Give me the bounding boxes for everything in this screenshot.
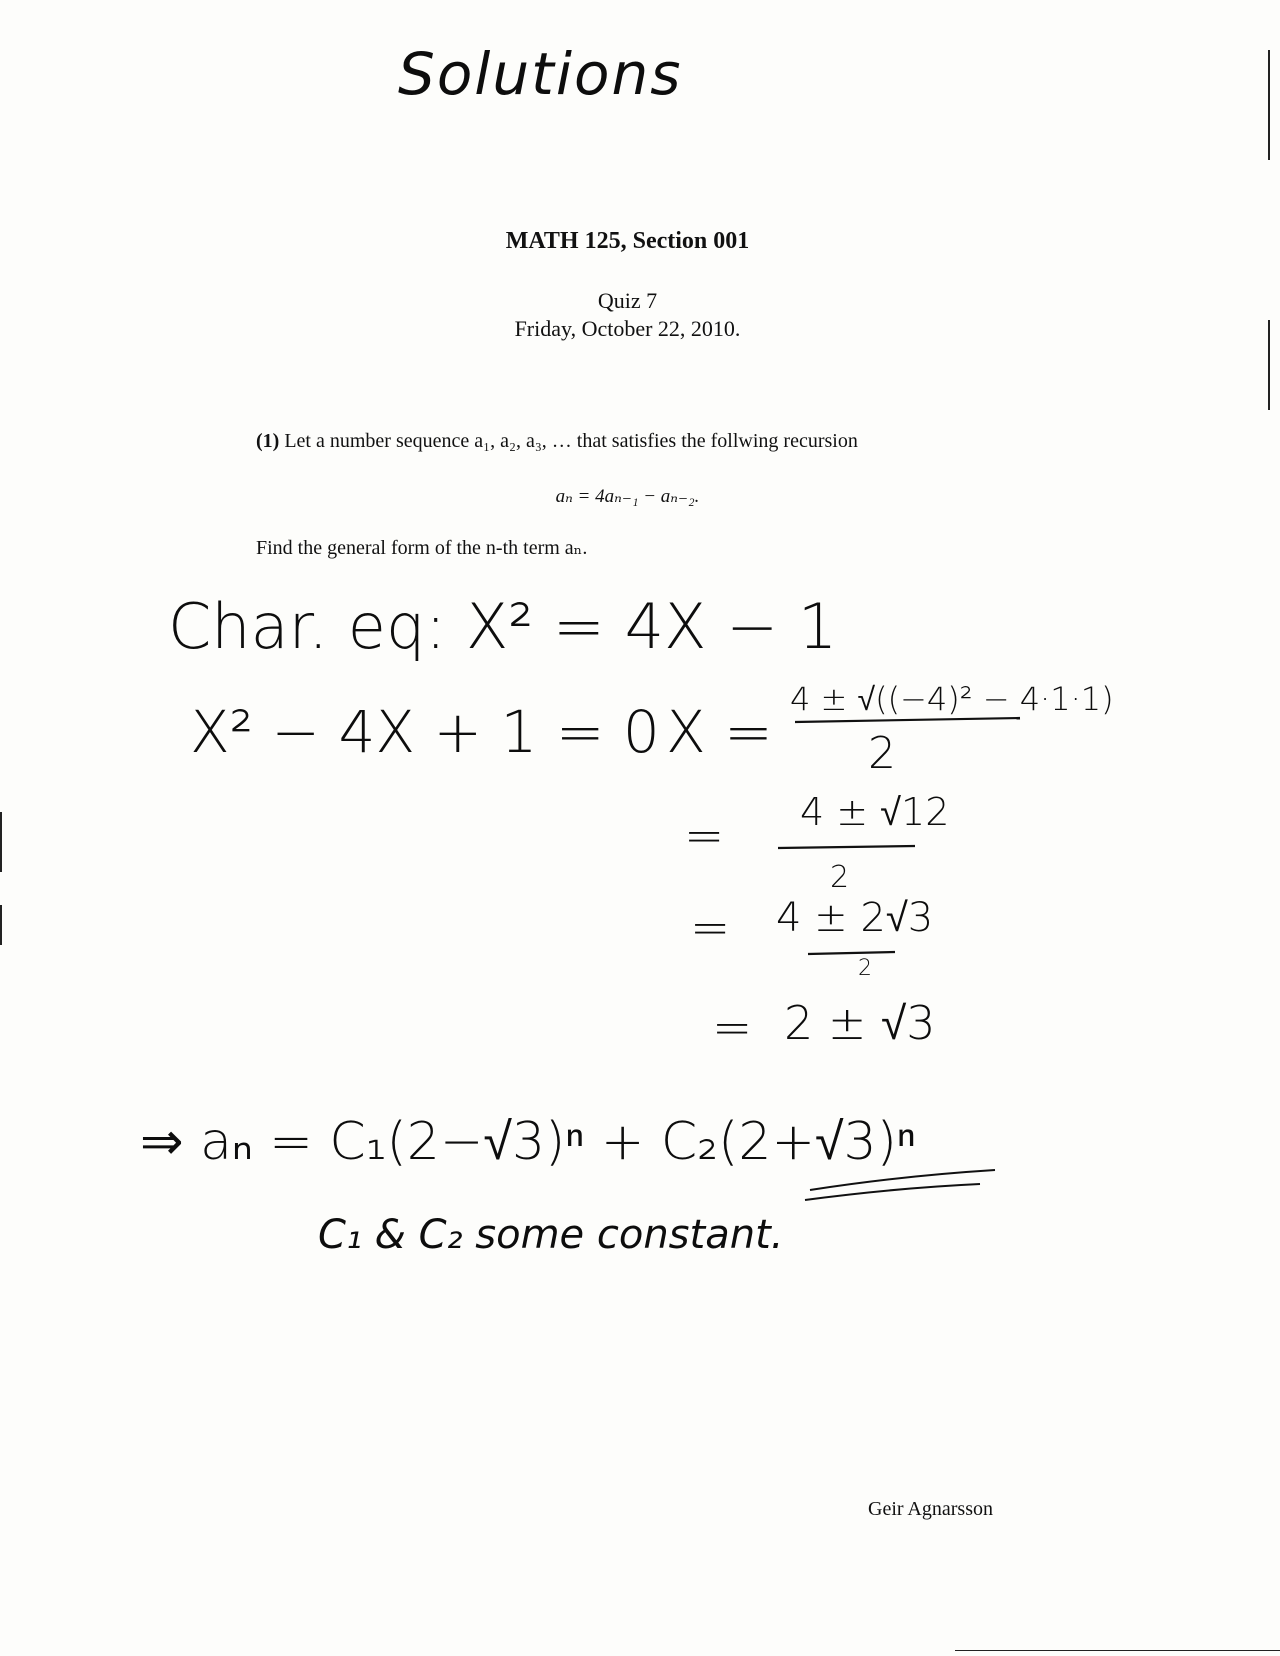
characteristic-equation: Char. eq: X² = 4X − 1 [168,590,838,663]
step2-denominator: 2 [830,860,850,895]
step3-fraction-bar [808,952,895,954]
problem-text: Let a number sequence a₁, a₂, a₃, … that satisfies the follwing recursion [284,430,858,452]
x-equals: X = [666,698,773,766]
quadratic-equation: X² − 4X + 1 = 0 [190,698,660,766]
step3-equals: = [690,900,731,956]
step4-result: 2 ± √3 [784,996,936,1050]
problem-question: Find the general form of the n-th term aₙ. [256,537,588,559]
author-name: Geir Agnarsson [868,1498,993,1520]
step1-fraction-bar [795,718,1020,722]
problem-number: (1) [256,430,280,452]
step1-numerator: 4 ± √((−4)² − 4·1·1) [790,680,1114,718]
step4-equals: = [712,1000,753,1056]
final-answer: ⇒ aₙ = C₁(2−√3)ⁿ + C₂(2+√3)ⁿ [140,1112,916,1172]
recursion-equation: aₙ = 4aₙ₋₁ − aₙ₋₂. [555,486,700,507]
step3-numerator: 4 ± 2√3 [776,895,934,941]
quiz-label: Quiz 7 [597,288,658,313]
constants-note: C₁ & C₂ some constant. [318,1212,784,1258]
step1-denominator: 2 [868,728,896,779]
step3-denominator: 2 [858,956,872,981]
step2-equals: = [684,808,725,864]
answer-underline-1 [810,1170,995,1190]
quiz-date: Friday, October 22, 2010. [514,316,741,341]
step2-fraction-bar [778,846,915,848]
solutions-header: Solutions [398,40,683,108]
step2-numerator: 4 ± √12 [800,790,950,834]
course-title: MATH 125, Section 001 [505,228,750,254]
